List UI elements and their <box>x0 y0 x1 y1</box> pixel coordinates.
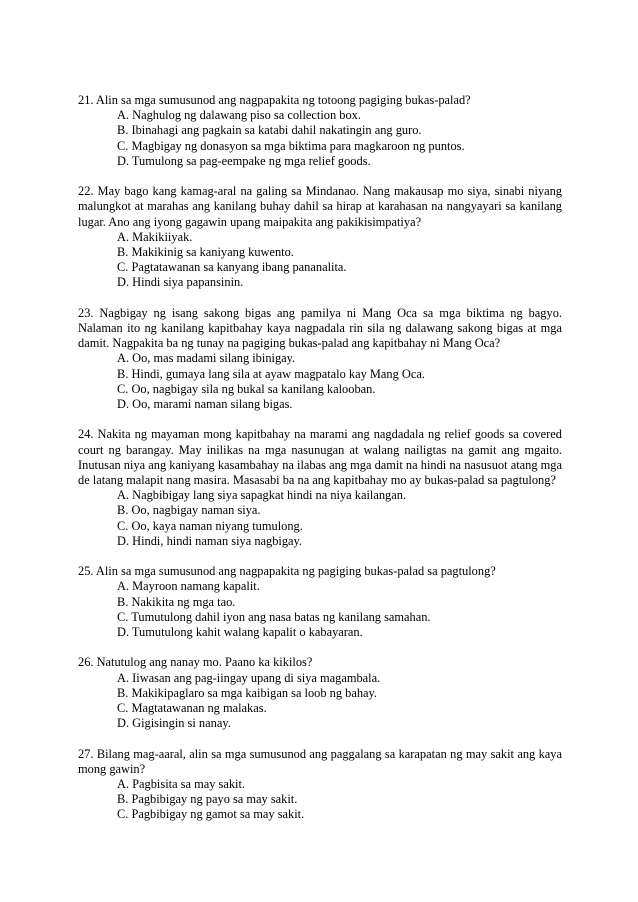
option-b: B. Pagbibigay ng payo sa may sakit. <box>117 792 298 807</box>
option-c: C. Oo, nagbigay sila ng bukal sa kanilang kalooban. <box>117 381 376 396</box>
option-a: A. Iiwasan ang pag-iingay upang di siya magambala. <box>117 670 381 685</box>
question-26 <box>78 655 562 731</box>
worksheet-page <box>78 93 562 838</box>
question-24 <box>78 427 562 549</box>
option-d: D. Tumutulong kahit walang kapalit o kabayaran. <box>117 625 363 640</box>
option-c: C. Tumutulong dahil iyon ang nasa batas ng kanilang samahan. <box>117 609 431 624</box>
question-stem: 22. May bago kang kamag-aral na galing sa Mindanao. Nang makausap mo siya, sinabi niyang malungkot at marahas ang kanilang buhay dahil sa hirap at karahasan na nangyayari sa kanilang lugar. Ano ang iyong gagawin upang maipakita ang pakikisimpatiya? <box>78 184 562 229</box>
option-b: B. Oo, nagbigay naman siya. <box>117 503 261 518</box>
question-stem: 21. Alin sa mga sumusunod ang nagpapakita ng totoong pagiging bukas-palad? <box>78 93 471 107</box>
option-d: D. Gigisingin si nanay. <box>117 716 231 731</box>
option-c: C. Oo, kaya naman niyang tumulong. <box>117 518 303 533</box>
question-21 <box>78 93 562 169</box>
question-22 <box>78 184 562 290</box>
option-d: D. Tumulong sa pag-eempake ng mga relief goods. <box>117 153 371 168</box>
option-b: B. Nakikita ng mga tao. <box>117 594 236 609</box>
option-a: A. Naghulog ng dalawang piso sa collection box. <box>117 108 361 123</box>
option-c: C. Pagbibigay ng gamot sa may sakit. <box>117 807 305 822</box>
option-b: B. Ibinahagi ang pagkain sa katabi dahil nakatingin ang guro. <box>117 123 422 138</box>
option-a: A. Makikiiyak. <box>117 229 193 244</box>
question-23 <box>78 306 562 412</box>
option-d: D. Hindi siya papansinin. <box>117 275 244 290</box>
option-a: A. Oo, mas madami silang ibinigay. <box>117 351 296 366</box>
answer-options <box>78 671 562 732</box>
option-d: D. Oo, marami naman silang bigas. <box>117 397 293 412</box>
question-stem: 23. Nagbigay ng isang sakong bigas ang pamilya ni Mang Oca sa mga biktima ng bagyo. Nalaman ito ng kanilang kapitbahay kaya nagpadala rin sila ng dalawang sakong bigas at mga damit. Nagpakita ba ng tunay na pagiging bukas-palad ang kapitbahay ni Mang Oca? <box>78 305 562 351</box>
option-b: B. Hindi, gumaya lang sila at ayaw magpatalo kay Mang Oca. <box>117 366 425 381</box>
option-a: A. Nagbibigay lang siya sapagkat hindi na niya kailangan. <box>117 488 407 503</box>
option-a: A. Mayroon namang kapalit. <box>117 579 260 594</box>
option-b: B. Makikinig sa kaniyang kuwento. <box>117 245 294 260</box>
question-25 <box>78 564 562 640</box>
option-c: C. Magtatawanan ng malakas. <box>117 701 267 716</box>
answer-options <box>78 108 562 169</box>
question-stem: 26. Natutulog ang nanay mo. Paano ka kikilos? <box>78 655 313 670</box>
answer-options <box>78 777 562 823</box>
option-c: C. Magbigay ng donasyon sa mga biktima para magkaroon ng puntos. <box>117 138 465 153</box>
question-27 <box>78 747 562 823</box>
option-c: C. Pagtatawanan sa kanyang ibang pananalita. <box>117 260 347 275</box>
question-stem: 27. Bilang mag-aaral, alin sa mga sumusunod ang paggalang sa karapatan ng may sakit ang kaya mong gawin? <box>78 746 562 776</box>
option-a: A. Pagbisita sa may sakit. <box>117 777 246 792</box>
option-d: D. Hindi, hindi naman siya nagbigay. <box>117 533 303 548</box>
question-stem: 24. Nakita ng mayaman mong kapitbahay na marami ang nagdadala ng relief goods sa covered court ng barangay. May inilikas na mga nasunugan at walang nailigtas na gamit ang mgaito. Inutusan niya ang kaniyang kasambahay na ilabas ang mga damit na hindi na nasusuot atang mga de latang malapit nang masira. Masasabi ba na ang kapitbahay mo ay bukas-palad sa pagtulong? <box>78 427 562 488</box>
question-stem: 25. Alin sa mga sumusunod ang nagpapakita ng pagiging bukas-palad sa pagtulong? <box>78 564 496 579</box>
answer-options <box>78 351 562 412</box>
option-b: B. Makikipaglaro sa mga kaibigan sa loob ng bahay. <box>117 685 378 700</box>
answer-options <box>78 230 562 291</box>
answer-options <box>78 488 562 549</box>
answer-options <box>78 579 562 640</box>
